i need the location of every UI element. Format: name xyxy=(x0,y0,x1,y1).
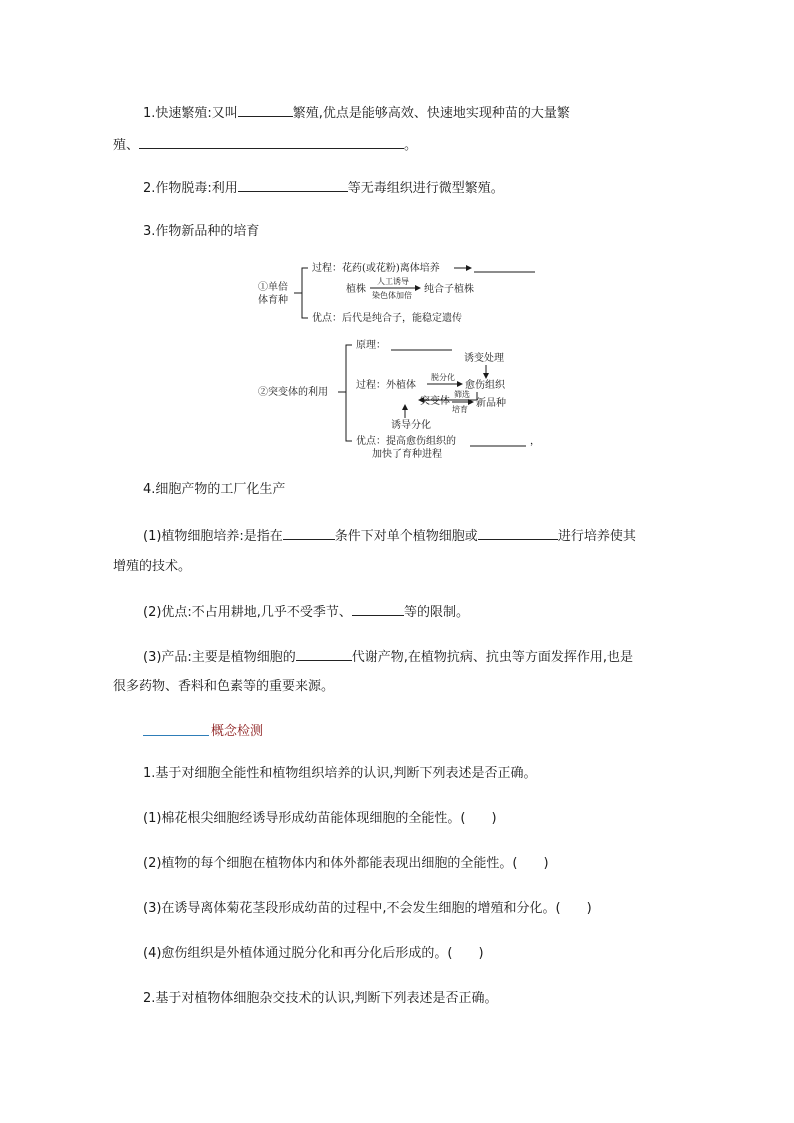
advantage-2a: 优点：提高愈伤组织的 xyxy=(356,436,456,447)
fill-blank[interactable] xyxy=(478,526,558,540)
item-4-2-text-a: (2)优点:不占用耕地,几乎不受季节、 xyxy=(143,605,352,620)
item-4-heading: 4.细胞产物的工厂化生产 xyxy=(143,482,286,497)
mutant-text: 突变体 xyxy=(420,396,450,407)
haploid-label-2: 体育种 xyxy=(258,295,288,306)
haploid-process: 过程：花药(或花粉)离体培养 xyxy=(312,263,440,274)
pure-plant: 纯合子植株 xyxy=(424,284,474,295)
breeding-diagram xyxy=(0,0,794,470)
item-4-1-line-1 xyxy=(143,526,636,546)
question-1-1: (1)棉花根尖细胞经诱导形成幼苗能体现细胞的全能性。( ) xyxy=(143,811,497,826)
haploid-label-1: ①单倍 xyxy=(258,282,288,293)
item-1-text-c: 殖、 xyxy=(113,138,140,153)
item-1-text-b: 繁殖,优点是能够高效、快速地实现种苗的大量繁 xyxy=(292,106,570,121)
dedifferentiation-text: 脱分化 xyxy=(431,373,455,382)
item-4-2-line xyxy=(143,602,469,622)
mutant-label: ②突变体的利用 xyxy=(258,387,328,398)
new-variety-text: 新品种 xyxy=(476,398,506,409)
process-2-text: 过程：外植体 xyxy=(356,380,416,391)
principle-text: 原理： xyxy=(356,340,386,351)
item-1-text-d: 。 xyxy=(404,138,418,153)
item-4-3-text-b: 代谢产物,在植物抗病、抗虫等方面发挥作用,也是 xyxy=(351,650,634,665)
item-4-3-line-2: 很多药物、香料和色素等的重要来源。 xyxy=(113,679,335,694)
plant-text: 植株 xyxy=(346,284,366,295)
item-4-2-text-b: 等的限制。 xyxy=(403,605,469,620)
fill-blank[interactable] xyxy=(283,526,335,540)
haploid-advantage: 优点：后代是纯合子，能稳定遗传 xyxy=(312,313,462,324)
item-4-1-text-a: (1)植物细胞培养:是指在 xyxy=(143,529,283,544)
question-1-3: (3)在诱导离体菊花茎段形成幼苗的过程中,不会发生细胞的增殖和分化。( ) xyxy=(143,901,592,916)
section-title: 概念检测 xyxy=(211,724,264,739)
item-4-1-text-b: 条件下对单个植物细胞或 xyxy=(334,529,478,544)
screening-text: 筛选 xyxy=(454,390,470,399)
fill-blank[interactable] xyxy=(296,647,352,661)
item-3-heading: 3.作物新品种的培育 xyxy=(143,224,260,239)
chromosome-doubling: 染色体加倍 xyxy=(372,291,412,300)
section-underline xyxy=(143,735,209,736)
callus-text: 愈伤组织 xyxy=(465,380,505,391)
comma-text: ， xyxy=(530,436,540,447)
question-1-4: (4)愈伤组织是外植体通过脱分化和再分化后形成的。( ) xyxy=(143,946,484,961)
cultivation-text: 培育 xyxy=(452,405,468,414)
induced-diff-text: 诱导分化 xyxy=(391,420,431,431)
item-4-1-text-c: 进行培养使其 xyxy=(557,529,636,544)
mutagenesis-text: 诱变处理 xyxy=(464,353,504,364)
item-4-3-line-1 xyxy=(143,647,633,667)
item-4-3-text-a: (3)产品:主要是植物细胞的 xyxy=(143,650,296,665)
question-1-2: (2)植物的每个细胞在植物体内和体外都能表现出细胞的全能性。( ) xyxy=(143,856,549,871)
item-2-text-a: 2.作物脱毒:利用 xyxy=(143,181,238,196)
fill-blank[interactable] xyxy=(352,602,404,616)
item-4-1-line-2: 增殖的技术。 xyxy=(113,559,192,574)
artificial-induction: 人工诱导 xyxy=(377,277,409,286)
advantage-2b: 加快了育种进程 xyxy=(372,449,442,460)
question-2: 2.基于对植物体细胞杂交技术的认识,判断下列表述是否正确。 xyxy=(143,991,498,1006)
item-1-text-a: 1.快速繁殖:又叫 xyxy=(143,106,238,121)
item-2-text-b: 等无毒组织进行微型繁殖。 xyxy=(347,181,504,196)
question-1: 1.基于对细胞全能性和植物组织培养的认识,判断下列表述是否正确。 xyxy=(143,766,537,781)
